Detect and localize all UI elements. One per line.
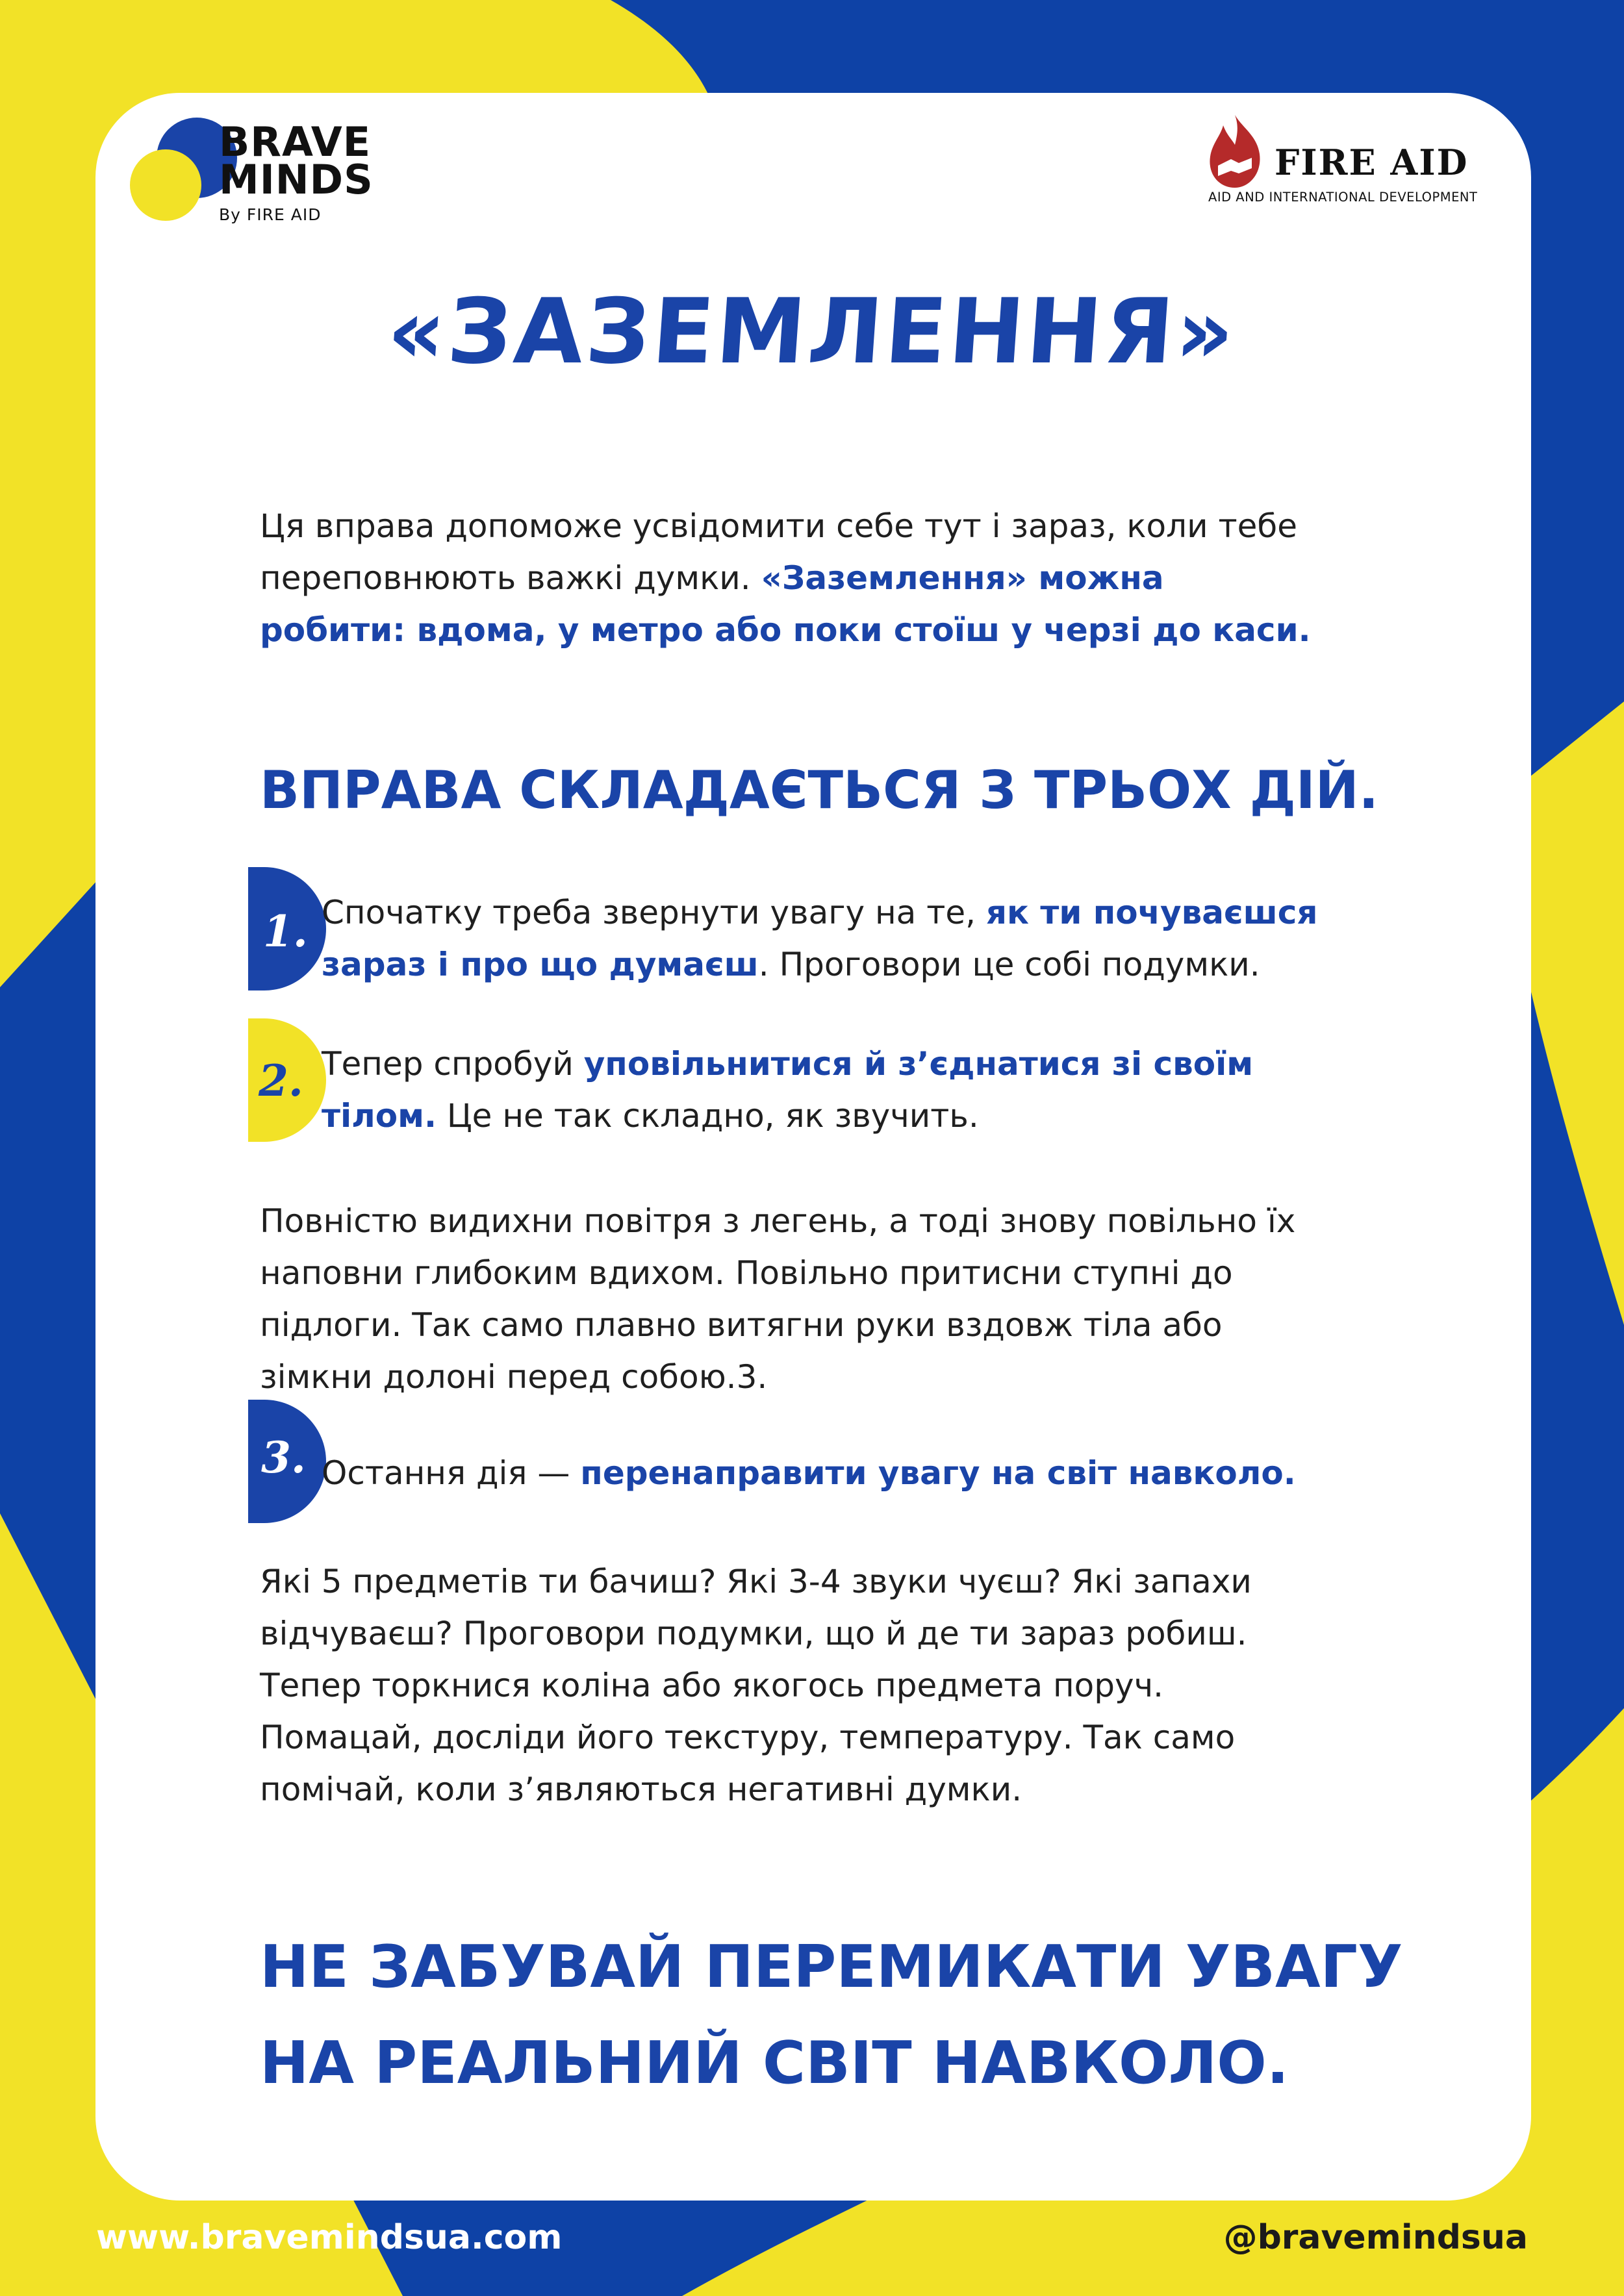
paragraph-line: наповни глибоким вдихом. Повільно притисни ступні до [260, 1254, 1233, 1292]
paragraph-line: підлоги. Так само плавно витягни руки вздовж тіла або [260, 1306, 1223, 1344]
step-highlight: тілом. [322, 1097, 437, 1135]
brave-minds-line1: BRAVE [219, 118, 372, 166]
intro-highlight: «Заземлення» можна [761, 559, 1164, 597]
page-title: «ЗАЗЕМЛЕННЯ» [383, 279, 1241, 384]
step-3-text [322, 1447, 1452, 1499]
step-2-text [322, 1038, 1452, 1142]
social-handle[interactable]: @bravemindsua [1223, 2218, 1528, 2257]
step-highlight: як ти почуваєшся [985, 894, 1318, 931]
paragraph-line: помічай, коли з’являються негативні думки. [260, 1771, 1022, 1808]
paragraph-line: Які 5 предметів ти бачиш? Які 3-4 звуки чуєш? Які запахи [260, 1563, 1252, 1600]
step-text: Спочатку треба звернути увагу на те, [322, 894, 986, 931]
step-text: . Проговори це собі подумки. [758, 946, 1260, 983]
step-1-text [322, 887, 1452, 990]
intro-highlight: робити: вдома, у метро або поки стоїш у черзі до каси. [260, 611, 1311, 649]
intro-line: Ця вправа допоможе усвідомити себе тут і зараз, коли тебе [260, 507, 1297, 545]
fire-aid-subtitle: AID AND INTERNATIONAL DEVELOPMENT [1208, 190, 1478, 205]
section-heading: ВПРАВА СКЛАДАЄТЬСЯ З ТРЬОХ ДІЙ. [260, 760, 1379, 820]
step-1-number: 1. [263, 906, 308, 957]
paragraph-line: Помацай, досліди його текстуру, температуру. Так само [260, 1719, 1236, 1756]
paragraph-line: зімкни долоні перед собою.3. [260, 1358, 768, 1396]
step-highlight: уповільнитися й з’єднатися зі своїм [583, 1045, 1254, 1083]
senses-paragraph [260, 1556, 1390, 1815]
intro-text: переповнюють важкі думки. [260, 559, 761, 597]
content-card [95, 93, 1531, 2201]
paragraph-line: Тепер торкнися коліна або якогось предмета поруч. [260, 1667, 1164, 1704]
fire-aid-flame-icon [1205, 114, 1265, 190]
step-text: Остання дія — [322, 1454, 581, 1492]
closing-reminder [260, 1919, 1402, 2112]
brave-minds-byline: By FIRE AID [219, 205, 322, 224]
closing-line: НЕ ЗАБУВАЙ ПЕРЕМИКАТИ УВАГУ [260, 1933, 1403, 2001]
paragraph-line: відчуваєш? Проговори подумки, що й де ти зараз робиш. [260, 1615, 1247, 1652]
step-text: Тепер спробуй [322, 1045, 584, 1083]
step-highlight: зараз і про що думаєш [322, 946, 759, 983]
step-text: Це не так складно, як звучить. [436, 1097, 979, 1135]
website-link[interactable]: www.bravemindsua.com [96, 2218, 563, 2257]
closing-line: НА РЕАЛЬНИЙ СВІТ НАВКОЛО. [260, 2029, 1289, 2097]
step-highlight: перенаправити увагу на світ навколо. [580, 1454, 1296, 1492]
fire-aid-name: FIRE AID [1275, 142, 1469, 183]
step-3-number: 3. [261, 1432, 306, 1483]
intro-line [260, 552, 1390, 604]
step-2-number: 2. [259, 1055, 303, 1106]
brave-minds-line2: MINDS [219, 156, 374, 203]
intro-paragraph [260, 500, 1390, 656]
breathing-paragraph [260, 1195, 1390, 1403]
brave-minds-wordmark [219, 118, 374, 203]
paragraph-line: Повністю видихни повітря з легень, а тоді знову повільно їх [260, 1202, 1296, 1240]
